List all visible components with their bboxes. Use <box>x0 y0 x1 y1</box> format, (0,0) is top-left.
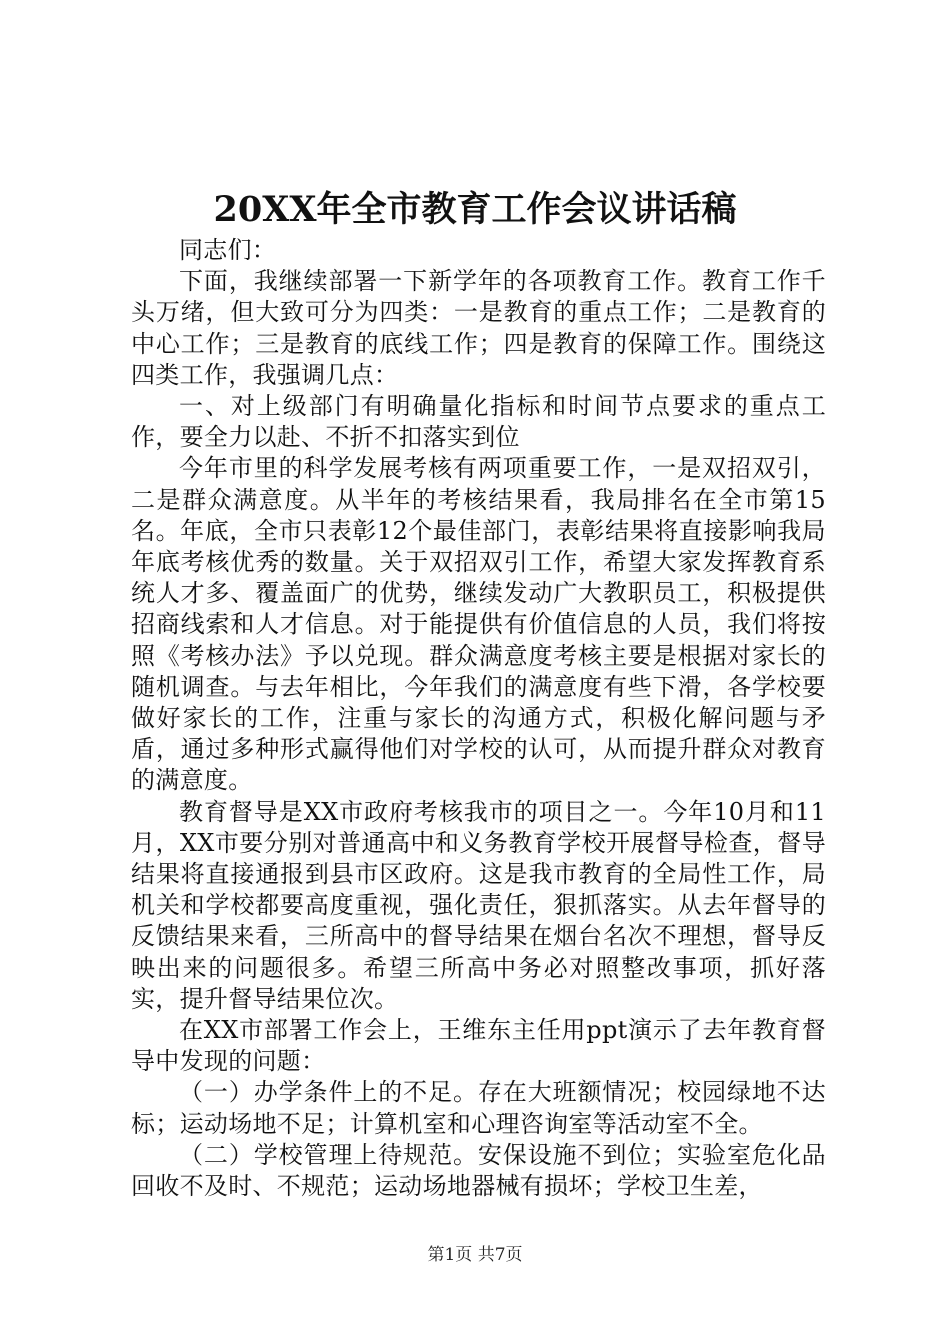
paragraph-assessment: 今年市里的科学发展考核有两项重要工作，一是双招双引，二是群众满意度。从半年的考核结果看，我局排名在全市第15名。年底，全市只表彰12个最佳部门，表彰结果将直接影响我局年底考核优秀的数量。关于双招双引工作，希望大家发挥教育系统人才多、覆盖面广的优势，继续发动广大教职员工，积极提供招商线索和人才信息。对于能提供有价值信息的人员，我们将按照《考核办法》予以兑现。群众满意度考核主要是根据对家长的随机调查。与去年相比，今年我们的满意度有些下滑，各学校要做好家长的工作，注重与家长的沟通方式，积极化解问题与矛盾，通过多种形式赢得他们对学校的认可，从而提升群众对教育的满意度。 <box>131 454 826 795</box>
paragraph-heading-1: 一、对上级部门有明确量化指标和时间节点要求的重点工作，要全力以赴、不折不扣落实到位 <box>131 392 826 452</box>
paragraph-item-2: （二）学校管理上待规范。安保设施不到位；实验室危化品回收不及时、不规范；运动场地器械有损坏；学校卫生差， <box>131 1140 826 1201</box>
paragraph-item-1: （一）办学条件上的不足。存在大班额情况；校园绿地不达标；运动场地不足；计算机室和心理咨询室等活动室不全。 <box>131 1078 826 1138</box>
page-number-footer: 第1页 共7页 <box>427 1245 523 1265</box>
paragraph-supervision: 教育督导是XX市政府考核我市的项目之一。今年10月和11月，XX市要分别对普通高中和义务教育学校开展督导检查，督导结果将直接通报到县市区政府。这是我市教育的全局性工作，局机关和学校都要高度重视，强化责任，狠抓落实。从去年督导的反馈结果来看，三所高中的督导结果在烟台名次不理想，督导反映出来的问题很多。希望三所高中务必对照整改事项，抓好落实，提升督导结果位次。 <box>131 797 826 1013</box>
paragraph-meeting: 在XX市部署工作会上，王维东主任用ppt演示了去年教育督导中发现的问题： <box>131 1016 826 1076</box>
paragraph-intro: 下面，我继续部署一下新学年的各项教育工作。教育工作千头万绪，但大致可分为四类：一是教育的重点工作；二是教育的中心工作；三是教育的底线工作；四是教育的保障工作。围绕这四类工作，我强调几点： <box>131 267 826 389</box>
document-title: 20XX年全市教育工作会议讲话稿 <box>213 189 737 230</box>
document-body <box>131 235 826 1202</box>
paragraph-salutation: 同志们： <box>179 236 277 264</box>
